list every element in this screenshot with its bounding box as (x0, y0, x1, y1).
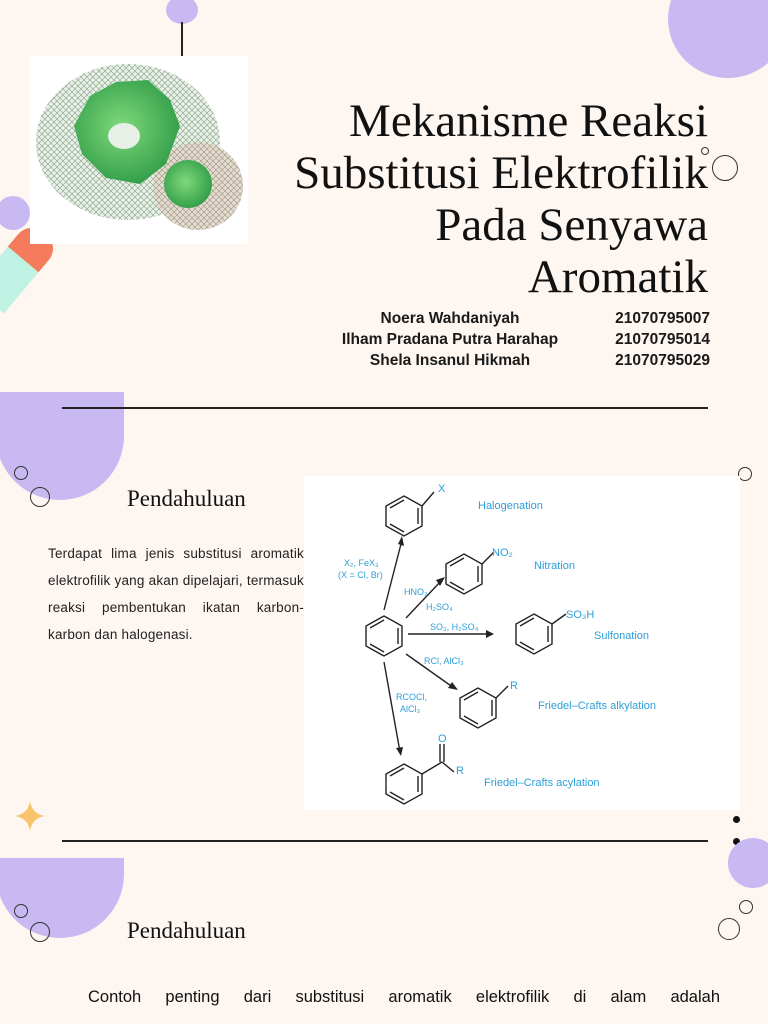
section-heading: Pendahuluan (127, 918, 246, 943)
reagent-sulfonation: SO₃, H₂SO₄ (430, 622, 479, 632)
label-halogenation: Halogenation (478, 500, 543, 512)
decor-ring (712, 155, 738, 181)
decor-line-top (181, 22, 183, 56)
title-line: Pada Senyawa (435, 199, 708, 251)
author-row (330, 329, 710, 350)
decor-lavender-dot-top (166, 0, 198, 24)
decor-ring (30, 487, 50, 507)
label-alkylation: Friedel–Crafts alkylation (538, 700, 656, 712)
decor-lavender-halfcircle-bottom (0, 858, 124, 938)
author-id: 21070795029 (615, 351, 710, 369)
label-r: R (510, 680, 518, 692)
reagent-alkylation: RCl, AlCl₃ (424, 656, 464, 666)
authors-list (330, 308, 710, 371)
sparkle-icon (14, 800, 46, 832)
author-id: 21070795014 (615, 330, 710, 348)
decor-ring (738, 467, 752, 481)
section-heading: Pendahuluan (127, 486, 246, 511)
reagent-acylation: RCOCl, (396, 692, 427, 702)
title-line: Aromatik (527, 251, 708, 303)
decor-ring (739, 900, 753, 914)
decor-lavender-blob-top-right (668, 0, 768, 78)
label-sulfonation: Sulfonation (594, 630, 650, 642)
decor-ring (718, 918, 740, 940)
label-x: X (438, 483, 446, 495)
divider (62, 840, 708, 842)
author-row (330, 308, 710, 329)
author-name: Noera Wahdaniyah (380, 309, 520, 327)
label-o: O (438, 733, 447, 745)
reagent-halogen: X₂, FeX₃ (344, 558, 379, 568)
decor-pencil-top (234, 0, 385, 25)
label-nitration: Nitration (534, 560, 575, 572)
reagent-halogen-note: (X = Cl, Br) (338, 570, 383, 580)
reagent-nitration: HNO₃ (404, 587, 428, 597)
decor-ring (14, 904, 28, 918)
reagent-nitration-2: H₂SO₄ (426, 602, 453, 612)
divider (62, 407, 708, 409)
section-paragraph: Terdapat lima jenis substitusi aromatik elektrofilik yang akan dipelajari, termasuk reaksi pembentukan ikatan karbon-karbon dan halogenasi. (48, 546, 304, 642)
label-so3h: SO₃H (566, 609, 595, 621)
label-no2: NO₂ (492, 547, 513, 559)
label-acylation: Friedel–Crafts acylation (484, 777, 600, 789)
molecule-image (30, 56, 248, 244)
decor-lavender-circle-right (728, 838, 768, 888)
slide-title (248, 95, 708, 303)
author-name: Ilham Pradana Putra Harahap (341, 330, 559, 348)
label-r-acyl: R (456, 765, 464, 777)
decor-ring (14, 466, 28, 480)
author-row (330, 350, 710, 371)
reaction-scheme-image (304, 476, 740, 810)
decor-ring (30, 922, 50, 942)
author-id: 21070795007 (615, 309, 710, 327)
title-line: Mekanisme Reaksi (349, 95, 708, 147)
reagent-acylation-2: AlCl₃ (400, 704, 421, 714)
decor-dot (733, 816, 740, 823)
author-name: Shela Insanul Hikmah (369, 351, 531, 369)
title-line: Substitusi Elektrofilik (294, 147, 708, 199)
section-paragraph: Contoh penting dari substitusi aromatik elektrofilik di alam adalah (88, 988, 720, 1006)
